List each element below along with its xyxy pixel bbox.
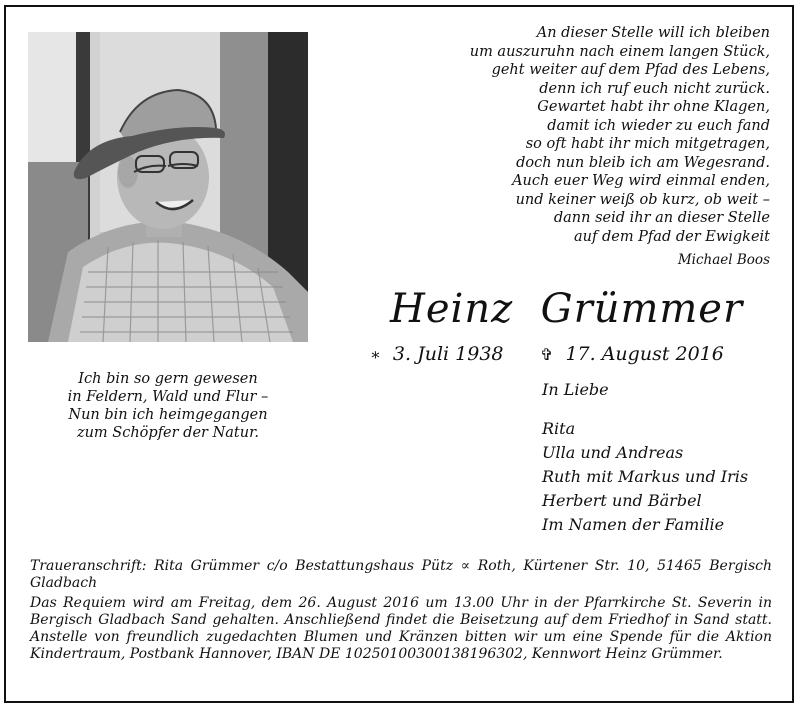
funeral-info [30,558,772,666]
death-date-text: 17. August 2016 [565,343,724,365]
poem-line: geht weiter auf dem Pfad des Lebens, [491,62,770,78]
birth-star-icon: ∗ [370,345,381,364]
mourning-address: Traueranschrift: Rita Grümmer c/o Bestattungshaus Pütz ∝ Roth, Kürtener Str. 10, 51465 Bergisch Gladbach [30,558,772,591]
poem-line: denn ich ruf euch nicht zurück. [539,80,770,97]
poem-line: dann seid ihr an dieser Stelle [553,210,770,226]
mourners-list [542,417,748,537]
mourner-name: Ruth mit Markus und Iris [542,467,749,486]
photo-quote [28,370,308,442]
portrait-photo [28,32,308,342]
quote-line: zum Schöpfer der Natur. [76,425,260,441]
birth-date-text: 3. Juli 1938 [392,343,504,365]
death-date [540,343,724,365]
poem-line: um auszuruhn nach einem langen Stück, [469,43,770,60]
requiem-details: Das Requiem wird am Freitag, dem 26. August 2016 um 13.00 Uhr in der Pfarrkirche St. Severin in Bergisch Gladbach Sand gehalten. Anschließend findet die Beisetzung auf dem Friedhof in Sand statt. Anstelle von freundlich zugedachten Blumen und Kränzen bitten wir um eine Spende für die Aktion Kindertraum, Postbank Hannover, IBAN DE 10250100300138196302, Kennwort Heinz Grümmer. [30,595,772,662]
cross-icon: ✞ [540,345,554,364]
mourner-name: Rita [542,419,576,438]
mourners-intro: In Liebe [542,380,609,399]
poem-line: und keiner weiß ob kurz, ob weit – [515,191,770,208]
poem-line: Gewartet habt ihr ohne Klagen, [537,99,770,115]
mourner-name: Im Namen der Familie [542,515,725,534]
quote-line: Ich bin so gern gewesen [78,371,258,387]
poem-line: doch nun bleib ich am Wegesrand. [516,154,770,171]
poem-line: Auch euer Weg wird einmal enden, [512,173,770,189]
deceased-name: Heinz Grümmer [390,286,744,332]
poem-line: so oft habt ihr mich mitgetragen, [525,136,770,152]
mourner-name: Herbert und Bärbel [542,491,702,510]
portrait-image [28,32,308,342]
mourner-name: Ulla und Andreas [542,443,684,462]
quote-line: in Feldern, Wald und Flur – [67,389,269,405]
poem-line: damit ich wieder zu euch fand [547,117,770,134]
poem-line: auf dem Pfad der Ewigkeit [574,228,770,245]
poem-author: Michael Boos [677,252,770,268]
memorial-poem [350,24,770,246]
poem-line: An dieser Stelle will ich bleiben [536,25,770,41]
birth-date [370,343,504,365]
quote-line: Nun bin ich heimgegangen [68,407,268,423]
